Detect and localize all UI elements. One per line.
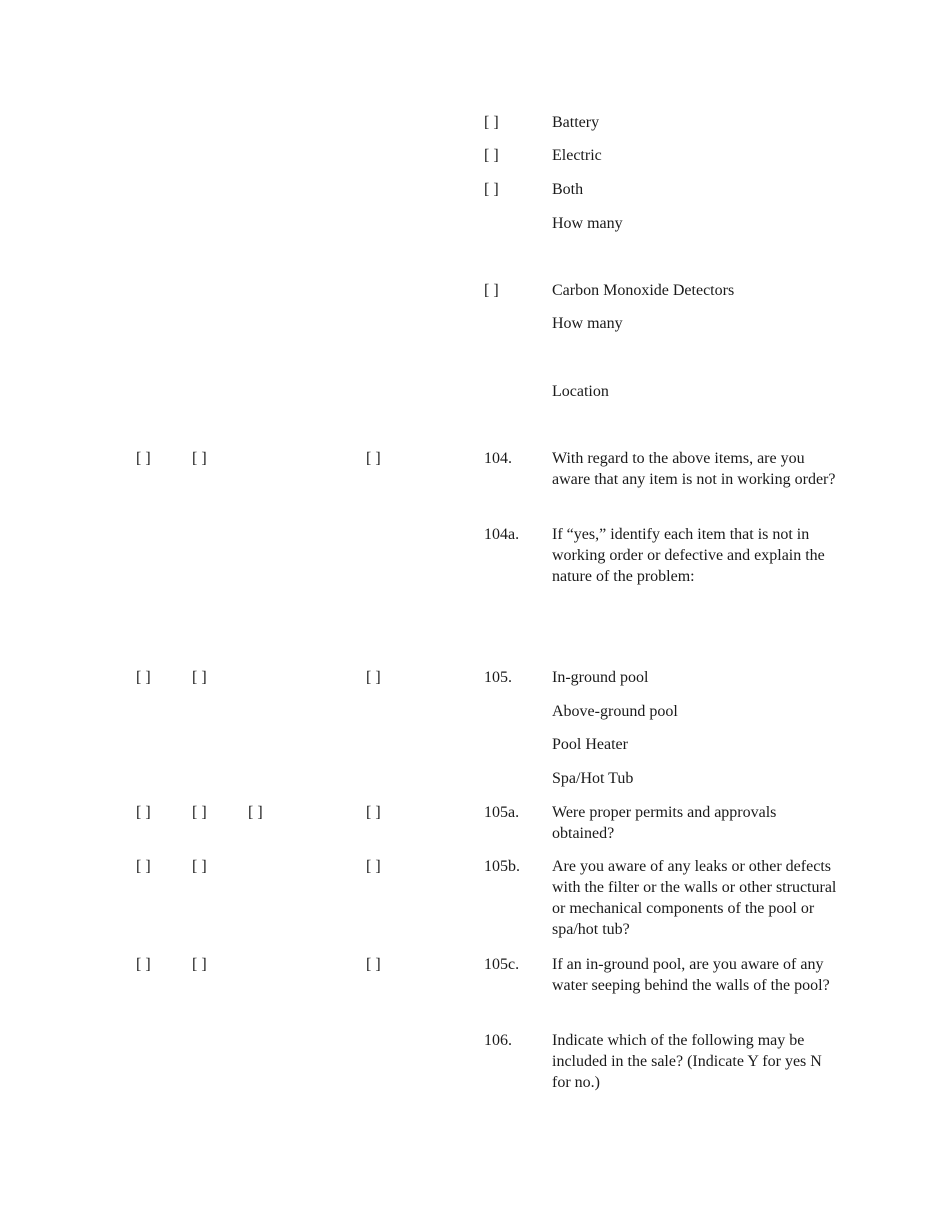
q105b-yes-checkbox[interactable]: [ ] [136,858,151,875]
q105c-text: If an in-ground pool, are you aware of any water seeping behind the walls of the pool? [552,956,830,994]
electric-checkbox[interactable]: [ ] [484,147,499,164]
q105a-number: 105a. [484,804,520,821]
q105a-na-checkbox[interactable]: [ ] [248,804,263,821]
co-how-many-label: How many [552,315,623,332]
q105b-text: Are you aware of any leaks or other defects with the filter or the walls or other structural or mechanical components of the pool or spa/hot tub? [552,858,837,938]
pool-item-in-ground: In-ground pool [552,669,649,686]
q105c-yes-checkbox[interactable]: [ ] [136,956,151,973]
battery-checkbox[interactable]: [ ] [484,114,499,131]
q105-number: 105. [484,669,512,686]
pool-item-above-ground: Above-ground pool [552,703,678,720]
q105a-unknown-checkbox[interactable]: [ ] [366,804,381,821]
q105c-unknown-checkbox[interactable]: [ ] [366,956,381,973]
q105c-number: 105c. [484,956,520,973]
q106-text: Indicate which of the following may be included in the sale? (Indicate Y for yes N for no.) [552,1032,822,1091]
q105a-yes-checkbox[interactable]: [ ] [136,804,151,821]
both-checkbox[interactable]: [ ] [484,181,499,198]
co-location-label: Location [552,383,609,400]
q104a-number: 104a. [484,526,520,543]
q105b-unknown-checkbox[interactable]: [ ] [366,858,381,875]
q104-no-checkbox[interactable]: [ ] [192,450,207,467]
q105-no-checkbox[interactable]: [ ] [192,669,207,686]
q105a-text: Were proper permits and approvals obtained? [552,804,777,842]
pool-item-heater: Pool Heater [552,736,628,753]
q104a-text: If “yes,” identify each item that is not in working order or defective and explain the nature of the problem: [552,526,825,585]
q104-number: 104. [484,450,512,467]
both-label: Both [552,181,584,198]
q106-number: 106. [484,1032,512,1049]
q105-yes-checkbox[interactable]: [ ] [136,669,151,686]
q105b-no-checkbox[interactable]: [ ] [192,858,207,875]
battery-label: Battery [552,114,600,131]
carbon-monoxide-label: Carbon Monoxide Detectors [552,282,735,299]
q105a-no-checkbox[interactable]: [ ] [192,804,207,821]
q105b-number: 105b. [484,858,520,875]
how-many-label: How many [552,215,623,232]
q104-yes-checkbox[interactable]: [ ] [136,450,151,467]
carbon-monoxide-checkbox[interactable]: [ ] [484,282,499,299]
q104-text: With regard to the above items, are you aware that any item is not in working order? [552,450,836,488]
q105-unknown-checkbox[interactable]: [ ] [366,669,381,686]
pool-item-spa: Spa/Hot Tub [552,770,634,787]
q105c-no-checkbox[interactable]: [ ] [192,956,207,973]
q104-unknown-checkbox[interactable]: [ ] [366,450,381,467]
electric-label: Electric [552,147,602,164]
